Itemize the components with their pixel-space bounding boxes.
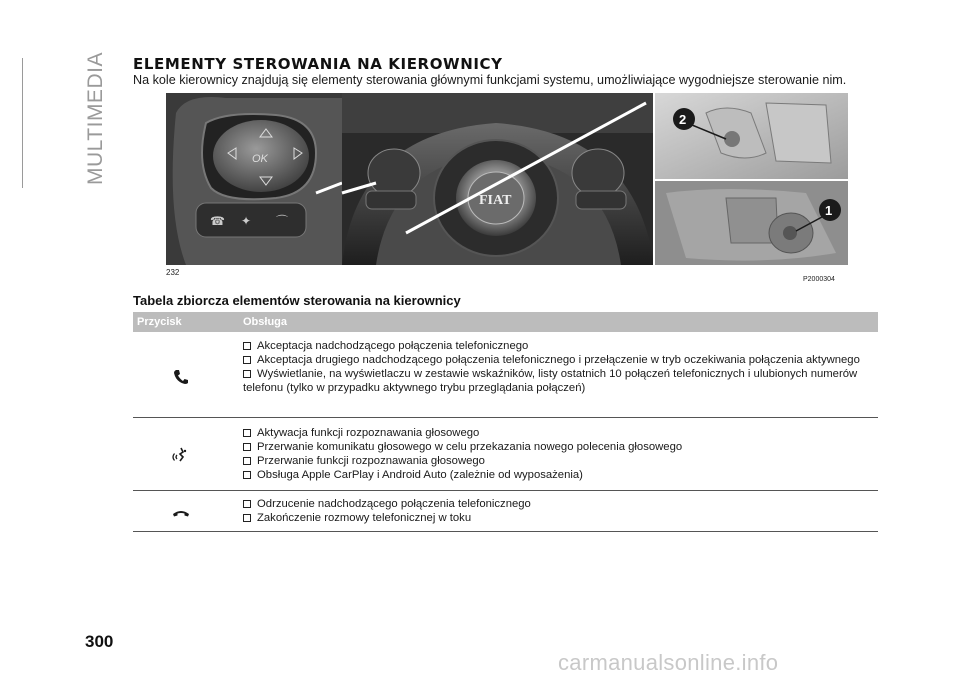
section-tab [84,52,107,185]
table-header [133,312,878,332]
section-tab-label: MULTIMEDIA [84,52,107,185]
checkbox-icon [243,514,251,522]
svg-text:✦: ✦ [241,214,252,228]
list-item: Akceptacja nadchodzącego połączenia telefonicznego [243,339,873,353]
ok-button-label: OK [252,153,268,165]
section-title: ELEMENTY STEROWANIA NA KIEROWNICY [133,55,503,73]
phone-hangup-icon [171,503,201,523]
figure-number: 232 [166,268,180,277]
steering-wheel-illustration [166,93,848,265]
table-row [133,491,878,532]
table-row [133,418,878,491]
svg-text:☎: ☎ [210,214,225,228]
checkbox-icon [243,429,251,437]
row-description [243,497,873,525]
intro-paragraph: Na kole kierownicy znajdują się elementy sterowania głównymi funkcjami systemu, umożliwiające wygodniejsze sterowanie nim. [133,73,847,87]
row-description [243,426,873,482]
section-tab-divider [22,58,23,188]
table-row [133,334,878,418]
phone-accept-icon [171,367,201,387]
table-title: Tabela zbiorcza elementów sterowania na kierownicy [133,293,461,308]
row-description [243,339,873,395]
checkbox-icon [243,370,251,378]
table-header-button: Przycisk [137,316,182,328]
steering-wheel-figure [166,93,848,265]
list-item: Aktywacja funkcji rozpoznawania głosowego [243,426,873,440]
voice-recognition-icon [171,446,201,466]
brand-logo: FIAT [479,193,512,208]
list-item: Przerwanie funkcji rozpoznawania głosowego [243,454,873,468]
list-item: Przerwanie komunikatu głosowego w celu przekazania nowego polecenia głosowego [243,440,873,454]
steering-wheel-center [342,93,654,265]
checkbox-icon [243,500,251,508]
page-number: 300 [85,632,114,651]
list-item: Wyświetlanie, na wyświetlaczu w zestawie wskaźników, listy ostatnich 10 połączeń telefonicznych i ulubionych numerów telefonu (tylko w przypadku aktywnego trybu przeglądania połączeń) [243,368,858,394]
list-item: Zakończenie rozmowy telefonicznej w toku [243,511,873,525]
checkbox-icon [243,356,251,364]
checkbox-icon [243,457,251,465]
checkbox-icon [243,471,251,479]
list-item: Akceptacja drugiego nadchodzącego połączenia telefonicznego i przełączenie w tryb oczekiwania połączenia aktywnego [243,353,873,367]
closeup-panel-left [166,93,342,265]
checkbox-icon [243,443,251,451]
table-header-operation: Obsługa [243,316,288,328]
callout-2-label: 2 [679,112,687,127]
callout-1-label: 1 [825,203,833,218]
list-item: Odrzucenie nadchodzącego połączenia telefonicznego [243,497,873,511]
closeup-panel-bottom-right [654,181,848,265]
closeup-panel-top-right [654,93,848,179]
list-item: Obsługa Apple CarPlay i Android Auto (zależnie od wyposażenia) [243,468,873,482]
watermark-link[interactable]: carmanualsonline.info [558,650,779,675]
svg-text:⌒: ⌒ [276,214,289,228]
figure-code: P2000304 [803,276,835,283]
checkbox-icon [243,342,251,350]
